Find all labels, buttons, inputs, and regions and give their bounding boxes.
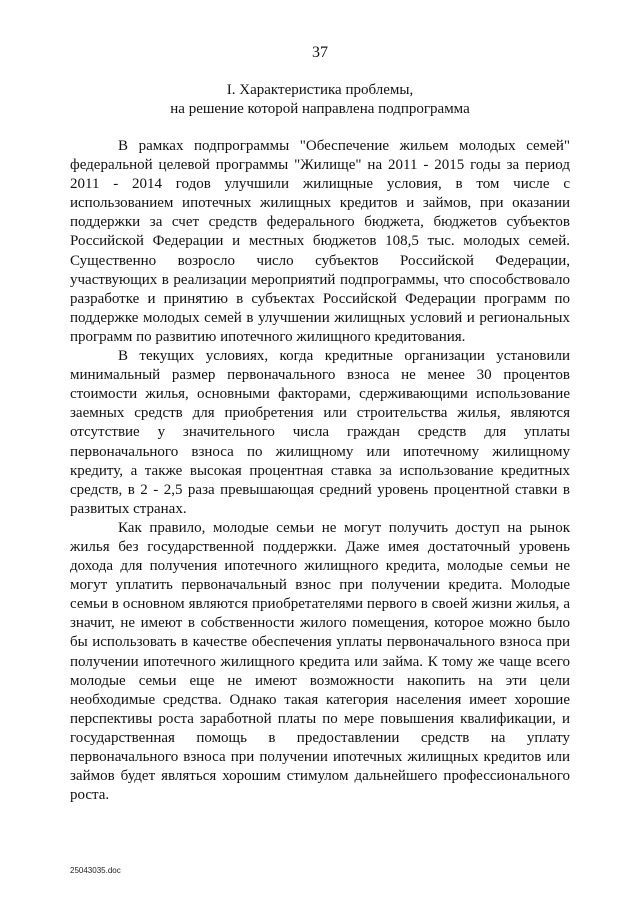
paragraph-1: В рамках подпрограммы "Обеспечение жильем молодых семей" федеральной целевой программы "Жилище" на 2011 - 2015 годы за период 2011 - 2014 годов улучшили жилищные условия, в том числе с использованием ипотечных жилищных кредитов и займов, при оказании поддержки за счет средств федерального бюджета, бюджетов субъектов Российской Федерации и местных бюджетов 108,5 тыс. молодых семей. Существенно возросло число субъектов Российской Федерации, участвующих в реализации мероприятий подпрограммы, что способствовало разработке и принятию в субъектах Российской Федерации программ по поддержке молодых семей в улучшении жилищных условий и региональных программ по развитию ипотечного жилищного кредитования. [70,138,570,345]
footer-filename: 25043035.doc [70,866,121,875]
section-heading [60,81,580,119]
section-heading-line-2: на решение которой направлена подпрограмма [170,101,470,117]
paragraph-3: Как правило, молодые семьи не могут получить доступ на рынок жилья без государственной поддержки. Даже имея достаточный уровень дохода для получения ипотечного жилищного кредита, молодые семьи не могут уплатить первоначальный взнос при получении кредита. Молодые семьи в основном являются приобретателями первого в своей жизни жилья, а значит, не имеют в собственности жилого помещения, которое можно было бы использовать в качестве обеспечения уплаты первоначального взноса при получении ипотечного жилищного кредита или займа. К тому же чаще всего молодые семьи еще не имеют возможности накопить на эти цели необходимые средства. Однако такая категория населения имеет хорошие перспективы роста заработной платы по мере повышения квалификации, и государственная помощь в предоставлении средств на уплату первоначального взноса при получении ипотечных жилищных кредитов или займов будет являться хорошим стимулом дальнейшего профессионального роста. [70,519,570,804]
page-number: 37 [312,44,328,61]
paragraph-2: В текущих условиях, когда кредитные организации установили минимальный размер первоначального взноса не менее 30 процентов стоимости жилья, основными факторами, сдерживающими использование заемных средств для приобретения или строительства жилья, являются отсутствие у значительного числа граждан средств для уплаты первоначального взноса по жилищному или ипотечному жилищному кредиту, а также высокая процентная ставка за использование кредитных средств, в 2 - 2,5 раза превышающая средний уровень процентной ставки в развитых странах. [70,348,570,517]
document-body [70,137,570,805]
section-heading-line-1: I. Характеристика проблемы, [226,82,414,98]
